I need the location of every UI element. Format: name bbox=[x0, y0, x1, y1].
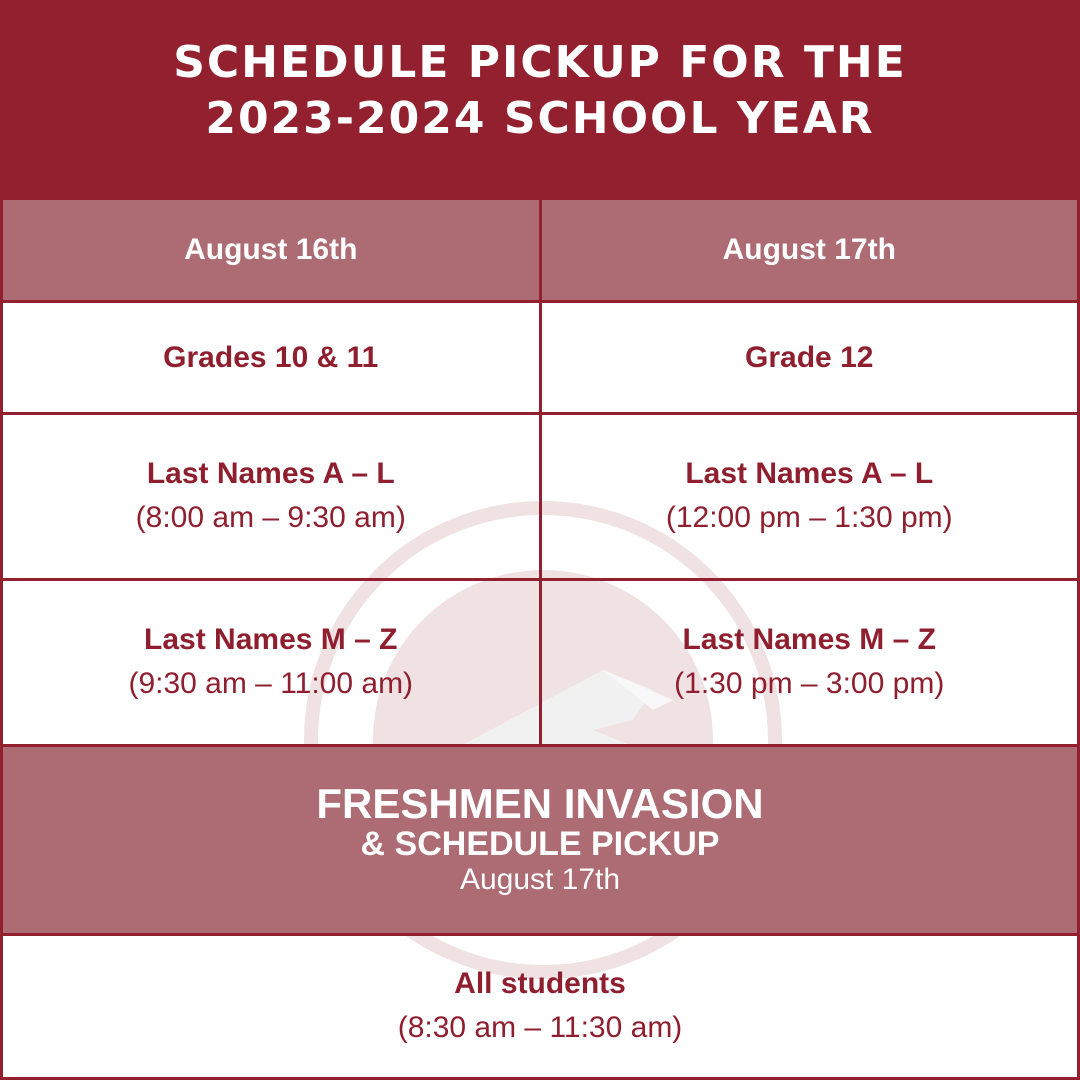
slot-label: Last Names M – Z bbox=[682, 622, 936, 656]
freshmen-date: August 17th bbox=[459, 863, 621, 896]
grade-label: Grades 10 & 11 bbox=[163, 340, 379, 374]
slot-label: Last Names A – L bbox=[146, 456, 395, 490]
page-title-line-1: SCHEDULE PICKUP FOR THE bbox=[173, 37, 907, 88]
grade-label: Grade 12 bbox=[745, 340, 874, 374]
freshmen-subtitle: & SCHEDULE PICKUP bbox=[360, 825, 720, 863]
all-students-time: (8:30 am – 11:30 am) bbox=[397, 1010, 683, 1044]
slot-label: Last Names A – L bbox=[685, 456, 934, 490]
freshmen-title: FRESHMEN INVASION bbox=[316, 780, 764, 827]
slot-cell bbox=[3, 415, 542, 578]
slot-cell bbox=[3, 581, 542, 744]
date-label: August 17th bbox=[722, 233, 896, 266]
date-cell bbox=[542, 200, 1078, 300]
last-names-a-l-row bbox=[3, 415, 1077, 581]
slot-time: (12:00 pm – 1:30 pm) bbox=[665, 500, 953, 534]
slot-cell bbox=[542, 415, 1078, 578]
schedule-table bbox=[0, 200, 1080, 1080]
last-names-m-z-row bbox=[3, 581, 1077, 747]
slot-time: (9:30 am – 11:00 am) bbox=[128, 666, 414, 700]
page-header bbox=[0, 0, 1080, 200]
slot-cell bbox=[542, 581, 1078, 744]
slot-time: (8:00 am – 9:30 am) bbox=[135, 500, 406, 534]
date-label: August 16th bbox=[184, 233, 358, 266]
grade-cell bbox=[3, 303, 542, 412]
all-students-cell bbox=[3, 936, 1077, 1077]
grades-row bbox=[3, 303, 1077, 415]
freshmen-cell bbox=[3, 747, 1077, 933]
freshmen-invasion-row bbox=[3, 747, 1077, 936]
grade-cell bbox=[542, 303, 1078, 412]
page-title-line-2: 2023-2024 SCHOOL YEAR bbox=[205, 93, 875, 144]
dates-row bbox=[3, 200, 1077, 303]
all-students-row bbox=[3, 936, 1077, 1077]
date-cell bbox=[3, 200, 542, 300]
slot-time: (1:30 pm – 3:00 pm) bbox=[674, 666, 945, 700]
slot-label: Last Names M – Z bbox=[144, 622, 398, 656]
all-students-label: All students bbox=[454, 966, 626, 1000]
